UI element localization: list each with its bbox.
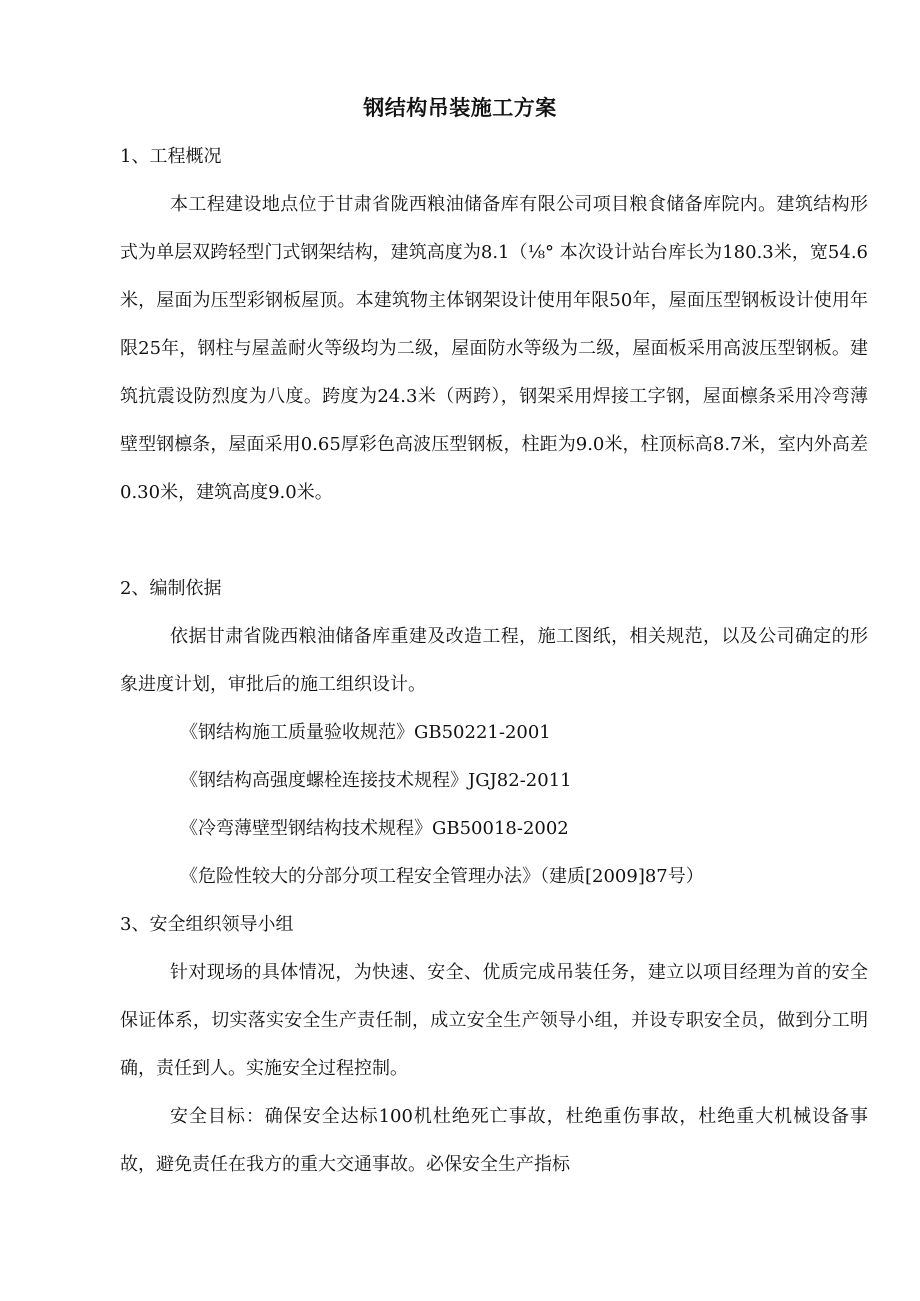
section-heading-overview: 1、工程概况 xyxy=(120,146,222,167)
section-paragraph-basis: 依据甘肃省陇西粮油储备库重建及改造工程，施工图纸，相关规范，以及公司确定的形象进度计划，审批后的施工组织设计。 xyxy=(120,626,868,695)
reference-item: 《钢结构高强度螺栓连接技术规程》JGJ82-2011 xyxy=(180,770,572,791)
reference-item: 《钢结构施工质量验收规范》GB50221-2001 xyxy=(180,722,551,743)
section-paragraph-safety-goal: 安全目标：确保安全达标100机杜绝死亡事故，杜绝重伤事故，杜绝重大机械设备事故，避免责任在我方的重大交通事故。必保安全生产指标 xyxy=(120,1106,868,1175)
document-title: 钢结构吊装施工方案 xyxy=(363,96,557,120)
reference-item: 《危险性较大的分部分项工程安全管理办法》（建质[2009]87号） xyxy=(180,866,704,887)
reference-item: 《冷弯薄壁型钢结构技术规程》GB50018-2002 xyxy=(180,818,569,839)
section-heading-safety-team: 3、安全组织领导小组 xyxy=(120,914,294,935)
section-paragraph-safety-team: 针对现场的具体情况，为快速、安全、优质完成吊装任务，建立以项目经理为首的安全保证体系，切实落实安全生产责任制，成立安全生产领导小组，并设专职安全员，做到分工明确，责任到人。实施安全过程控制。 xyxy=(120,962,868,1079)
section-paragraph-overview: 本工程建设地点位于甘肃省陇西粮油储备库有限公司项目粮食储备库院内。建筑结构形式为单层双跨轻型门式钢架结构，建筑高度为8.1（⅛° 本次设计站台库长为180.3米，宽54.6米，屋面为压型彩钢板屋顶。本建筑物主体钢架设计使用年限50年，屋面压型钢板设计使用年限25年，钢柱与屋盖耐火等级均为二级，屋面防水等级为二级，屋面板采用高波压型钢板。建筑抗震设防烈度为八度。跨度为24.3米（两跨），钢架采用焊接工字钢，屋面檩条采用冷弯薄壁型钢檩条，屋面采用0.65厚彩色高波压型钢板，柱距为9.0米，柱顶标高8.7米，室内外高差0.30米，建筑高度9.0米。 xyxy=(120,194,868,503)
section-heading-basis: 2、编制依据 xyxy=(120,578,222,599)
